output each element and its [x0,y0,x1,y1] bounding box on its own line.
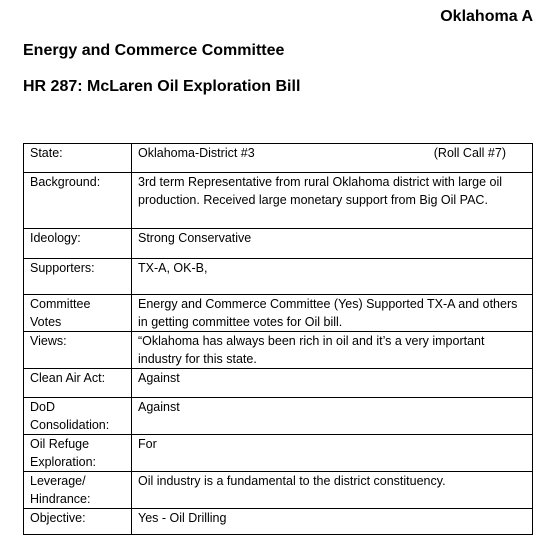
dod-consolidation-value: Against [132,398,533,435]
oil-refuge-exploration-value: For [132,435,533,472]
row-supporters [24,259,533,295]
leverage-value: Oil industry is a fundamental to the district constituency. [132,472,533,509]
leverage-label: Leverage/ Hindrance: [24,472,132,509]
row-committee-votes [24,295,533,332]
row-state [24,144,533,173]
ideology-label: Ideology: [24,229,132,259]
committee-votes-value: Energy and Commerce Committee (Yes) Supported TX-A and others in getting committee votes for Oil bill. [132,295,533,332]
clean-air-act-label: Clean Air Act: [24,369,132,398]
ideology-value: Strong Conservative [132,229,533,259]
objective-label: Objective: [24,509,132,535]
views-label: Views: [24,332,132,369]
row-background [24,173,533,229]
state-value-cell [132,144,533,173]
state-label: State: [24,144,132,173]
clean-air-act-value: Against [132,369,533,398]
corner-label: Oklahoma A [440,8,533,25]
row-leverage [24,472,533,509]
views-value: “Oklahoma has always been rich in oil and it’s a very important industry for this state. [132,332,533,369]
row-clean-air-act [24,369,533,398]
background-value: 3rd term Representative from rural Oklahoma district with large oil production. Received large monetary support from Big Oil PAC. [132,173,533,229]
profile-table [23,143,533,535]
row-views [24,332,533,369]
committee-heading: Energy and Commerce Committee [23,42,285,59]
supporters-label: Supporters: [24,259,132,295]
row-dod-consolidation [24,398,533,435]
row-objective [24,509,533,535]
state-value: Oklahoma-District #3 [138,146,255,160]
supporters-value: TX-A, OK-B, [132,259,533,295]
row-oil-refuge-exploration [24,435,533,472]
objective-value: Yes - Oil Drilling [132,509,533,535]
roll-call: (Roll Call #7) [433,146,506,160]
row-ideology [24,229,533,259]
bill-heading: HR 287: McLaren Oil Exploration Bill [23,78,301,95]
dod-consolidation-label: DoD Consolidation: [24,398,132,435]
background-label: Background: [24,173,132,229]
oil-refuge-exploration-label: Oil Refuge Exploration: [24,435,132,472]
committee-votes-label: Committee Votes [24,295,132,332]
